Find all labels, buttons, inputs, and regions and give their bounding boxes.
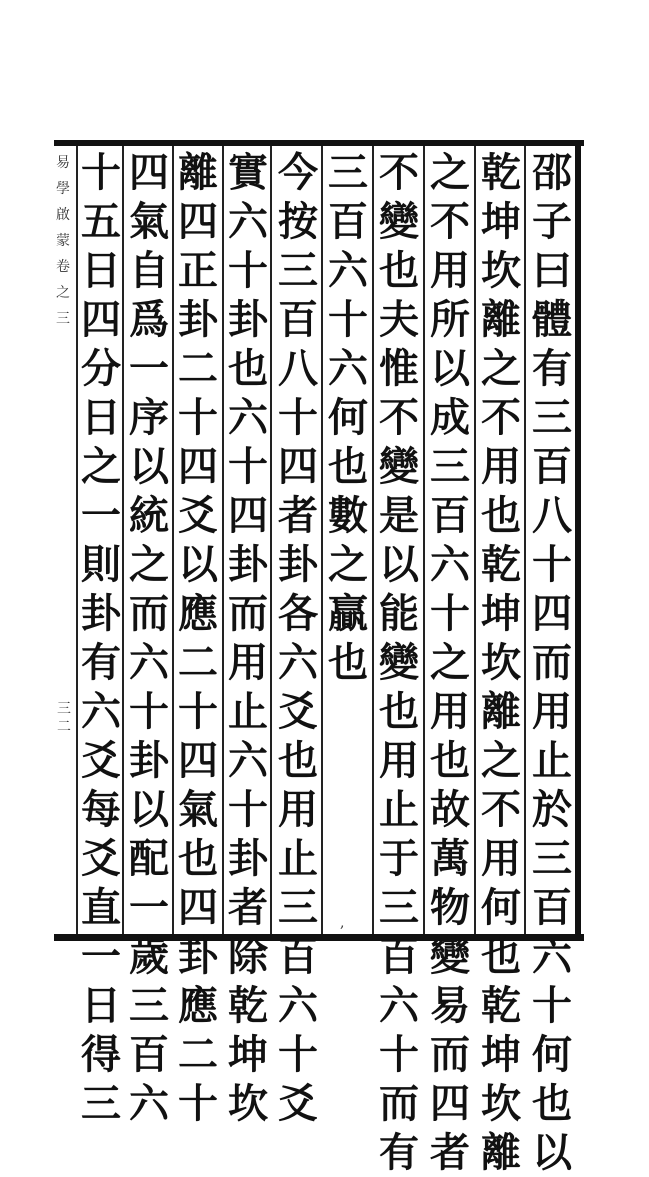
- text-char: 分: [81, 345, 121, 392]
- text-char: 也: [178, 835, 218, 882]
- text-char: 六: [328, 247, 368, 294]
- text-char: 也: [481, 933, 521, 980]
- margin-char: 之: [56, 285, 70, 301]
- text-char: 三: [532, 394, 572, 441]
- text-char: 三: [379, 884, 419, 931]
- text-char: 氣: [178, 786, 218, 833]
- text-char: 坤: [481, 198, 521, 245]
- text-char: 爻: [81, 835, 121, 882]
- text-char: 成: [430, 394, 470, 441]
- text-char: 四: [178, 737, 218, 784]
- text-char: 六: [430, 541, 470, 588]
- text-char: 有: [379, 1129, 419, 1176]
- text-char: 以: [532, 1129, 572, 1176]
- text-char: 之: [430, 149, 470, 196]
- text-char: 六: [278, 639, 318, 686]
- text-char: 每: [81, 786, 121, 833]
- text-char: 止: [278, 835, 318, 882]
- text-char: 百: [379, 933, 419, 980]
- text-char: 者: [278, 492, 318, 539]
- text-char: 六: [328, 345, 368, 392]
- text-char: 者: [430, 1129, 470, 1176]
- text-char: 用: [430, 688, 470, 735]
- text-char: 三: [430, 443, 470, 490]
- text-char: 百: [532, 443, 572, 490]
- text-char: 變: [430, 933, 470, 980]
- text-char: 爻: [278, 1080, 318, 1127]
- text-char: 十: [228, 247, 268, 294]
- text-char: 之: [81, 443, 121, 490]
- text-char: 坤: [228, 1031, 268, 1078]
- text-char: 也: [328, 443, 368, 490]
- text-char: 卦: [278, 541, 318, 588]
- text-column-7: [223, 148, 273, 1127]
- text-char: 統: [129, 492, 169, 539]
- text-column-1: [527, 148, 577, 1176]
- text-char: 卦: [178, 933, 218, 980]
- text-char: 三: [278, 247, 318, 294]
- text-char: 用: [481, 443, 521, 490]
- text-char: 十: [328, 296, 368, 343]
- text-char: 于: [379, 835, 419, 882]
- text-char: 用: [278, 786, 318, 833]
- text-char: 子: [532, 198, 572, 245]
- text-char: 止: [379, 786, 419, 833]
- text-char: 按: [278, 198, 318, 245]
- text-char: 四: [178, 198, 218, 245]
- text-char: 四: [430, 1080, 470, 1127]
- text-char: 四: [278, 443, 318, 490]
- text-char: 實: [228, 149, 268, 196]
- text-char: 氣: [129, 198, 169, 245]
- text-char: 四: [81, 296, 121, 343]
- text-char: 應: [178, 590, 218, 637]
- text-char: 也: [228, 345, 268, 392]
- text-char: 數: [328, 492, 368, 539]
- text-char: 以: [129, 786, 169, 833]
- text-char: 四: [129, 149, 169, 196]
- text-char: 卦: [228, 835, 268, 882]
- text-char: 以: [430, 345, 470, 392]
- text-char: 序: [129, 394, 169, 441]
- text-char: 而: [532, 639, 572, 686]
- text-char: 也: [328, 639, 368, 686]
- text-char: 三: [129, 982, 169, 1029]
- text-char: 三: [532, 835, 572, 882]
- text-char: 六: [228, 737, 268, 784]
- margin-char: 學: [56, 181, 70, 197]
- text-char: 離: [481, 1129, 521, 1176]
- text-char: 十: [532, 541, 572, 588]
- text-char: 而: [129, 590, 169, 637]
- text-char: 四: [178, 884, 218, 931]
- text-char: 爻: [178, 492, 218, 539]
- text-char: 八: [532, 492, 572, 539]
- text-char: 以: [178, 541, 218, 588]
- text-char: 六: [129, 1080, 169, 1127]
- text-char: 之: [481, 737, 521, 784]
- text-char: 日: [81, 394, 121, 441]
- text-char: 應: [178, 982, 218, 1029]
- text-column-10: [76, 148, 126, 1127]
- text-char: 一: [81, 492, 121, 539]
- text-char: 不: [481, 394, 521, 441]
- frame-top-border: [54, 140, 584, 146]
- text-char: 離: [178, 149, 218, 196]
- margin-title: [56, 150, 70, 920]
- text-char: 十: [81, 149, 121, 196]
- text-char: 也: [278, 737, 318, 784]
- punctuation-mark: ,: [340, 915, 345, 931]
- text-char: 也: [379, 688, 419, 735]
- text-column-6: [273, 148, 323, 1127]
- text-char: 十: [228, 786, 268, 833]
- text-char: 一: [129, 884, 169, 931]
- text-char: 變: [379, 639, 419, 686]
- text-char: 六: [532, 933, 572, 980]
- text-char: 百: [278, 933, 318, 980]
- text-char: 得: [81, 1031, 121, 1078]
- text-char: 也: [481, 492, 521, 539]
- text-char: 不: [379, 149, 419, 196]
- text-char: 十: [278, 394, 318, 441]
- text-char: 有: [532, 345, 572, 392]
- text-char: 十: [228, 443, 268, 490]
- text-char: 何: [532, 1031, 572, 1078]
- text-char: 以: [129, 443, 169, 490]
- text-column-9: [124, 148, 174, 1127]
- text-char: 乾: [481, 149, 521, 196]
- text-char: 三: [278, 884, 318, 931]
- text-char: 直: [81, 884, 121, 931]
- text-char: 十: [532, 982, 572, 1029]
- text-char: 日: [81, 247, 121, 294]
- text-char: 是: [379, 492, 419, 539]
- text-char: 而: [228, 590, 268, 637]
- text-column-3: [425, 148, 475, 1176]
- text-char: 正: [178, 247, 218, 294]
- text-char: 坎: [481, 639, 521, 686]
- text-char: 離: [481, 688, 521, 735]
- text-char: 贏: [328, 590, 368, 637]
- text-char: 百: [430, 492, 470, 539]
- text-column-4: [374, 148, 424, 1176]
- text-char: 之: [129, 541, 169, 588]
- text-char: 也: [379, 247, 419, 294]
- text-char: 曰: [532, 247, 572, 294]
- text-char: 八: [278, 345, 318, 392]
- text-char: 夫: [379, 296, 419, 343]
- text-char: 各: [278, 590, 318, 637]
- text-char: 卦: [129, 737, 169, 784]
- text-char: 變: [379, 443, 419, 490]
- text-char: 二: [178, 639, 218, 686]
- text-char: 則: [81, 541, 121, 588]
- text-char: 六: [228, 394, 268, 441]
- text-char: 六: [228, 198, 268, 245]
- text-char: 百: [129, 1031, 169, 1078]
- text-char: 自: [129, 247, 169, 294]
- text-char: 日: [81, 982, 121, 1029]
- text-char: 爻: [278, 688, 318, 735]
- text-char: 配: [129, 835, 169, 882]
- text-char: 十: [129, 688, 169, 735]
- text-char: 十: [278, 1031, 318, 1078]
- text-char: 坎: [481, 247, 521, 294]
- text-char: 乾: [481, 982, 521, 1029]
- text-char: 而: [379, 1080, 419, 1127]
- margin-char: 易: [56, 155, 70, 171]
- text-char: 坤: [481, 1031, 521, 1078]
- margin-char: 三: [56, 311, 70, 327]
- text-char: 坎: [228, 1080, 268, 1127]
- text-char: 坎: [481, 1080, 521, 1127]
- text-char: 三: [81, 1080, 121, 1127]
- text-char: 何: [481, 884, 521, 931]
- text-char: 用: [228, 639, 268, 686]
- text-char: 變: [379, 198, 419, 245]
- text-column-2: [476, 148, 526, 1176]
- text-char: 者: [228, 884, 268, 931]
- text-char: 之: [328, 541, 368, 588]
- text-char: 故: [430, 786, 470, 833]
- text-char: 用: [532, 688, 572, 735]
- text-char: 十: [178, 394, 218, 441]
- text-char: 用: [430, 247, 470, 294]
- text-char: 今: [278, 149, 318, 196]
- text-char: 歲: [129, 933, 169, 980]
- text-char: 四: [532, 590, 572, 637]
- text-char: 十: [178, 688, 218, 735]
- text-char: 有: [81, 639, 121, 686]
- text-char: 乾: [228, 982, 268, 1029]
- text-char: 三: [328, 149, 368, 196]
- text-char: 所: [430, 296, 470, 343]
- text-char: 不: [430, 198, 470, 245]
- text-char: 易: [430, 982, 470, 1029]
- text-char: 何: [328, 394, 368, 441]
- text-char: 四: [228, 492, 268, 539]
- text-column-5: [323, 148, 373, 934]
- margin-char: 卷: [56, 259, 70, 275]
- text-char: 以: [379, 541, 419, 588]
- text-char: 也: [532, 1080, 572, 1127]
- text-char: 用: [481, 835, 521, 882]
- text-char: 十: [379, 1031, 419, 1078]
- text-char: 離: [481, 296, 521, 343]
- text-char: 惟: [379, 345, 419, 392]
- text-char: 四: [178, 443, 218, 490]
- text-char: 六: [129, 639, 169, 686]
- text-char: 五: [81, 198, 121, 245]
- margin-char: 蒙: [56, 233, 70, 249]
- text-char: 邵: [532, 149, 572, 196]
- text-char: 卦: [81, 590, 121, 637]
- text-char: 萬: [430, 835, 470, 882]
- text-char: 於: [532, 786, 572, 833]
- text-char: 十: [178, 1080, 218, 1127]
- text-char: 爲: [129, 296, 169, 343]
- text-char: 而: [430, 1031, 470, 1078]
- text-char: 一: [81, 933, 121, 980]
- text-char: 一: [129, 345, 169, 392]
- text-char: 體: [532, 296, 572, 343]
- text-char: 十: [430, 590, 470, 637]
- text-char: 不: [481, 786, 521, 833]
- text-char: 二: [178, 1031, 218, 1078]
- text-char: 卦: [178, 296, 218, 343]
- text-char: 乾: [481, 541, 521, 588]
- text-char: 之: [481, 345, 521, 392]
- text-char: 卦: [228, 541, 268, 588]
- text-char: 百: [278, 296, 318, 343]
- text-char: 百: [532, 884, 572, 931]
- page-number: 三二: [57, 701, 71, 735]
- text-char: 六: [379, 982, 419, 1029]
- text-char: 用: [379, 737, 419, 784]
- text-char: 也: [430, 737, 470, 784]
- text-char: 能: [379, 590, 419, 637]
- text-char: 卦: [228, 296, 268, 343]
- text-char: 百: [328, 198, 368, 245]
- text-char: 止: [228, 688, 268, 735]
- text-char: 六: [81, 688, 121, 735]
- text-char: 坤: [481, 590, 521, 637]
- margin-char: 啟: [56, 207, 70, 223]
- text-char: 除: [228, 933, 268, 980]
- text-char: 之: [430, 639, 470, 686]
- text-column-8: [173, 148, 223, 1127]
- text-char: 止: [532, 737, 572, 784]
- text-char: 物: [430, 884, 470, 931]
- text-char: 不: [379, 394, 419, 441]
- text-char: 爻: [81, 737, 121, 784]
- text-char: 二: [178, 345, 218, 392]
- text-char: 六: [278, 982, 318, 1029]
